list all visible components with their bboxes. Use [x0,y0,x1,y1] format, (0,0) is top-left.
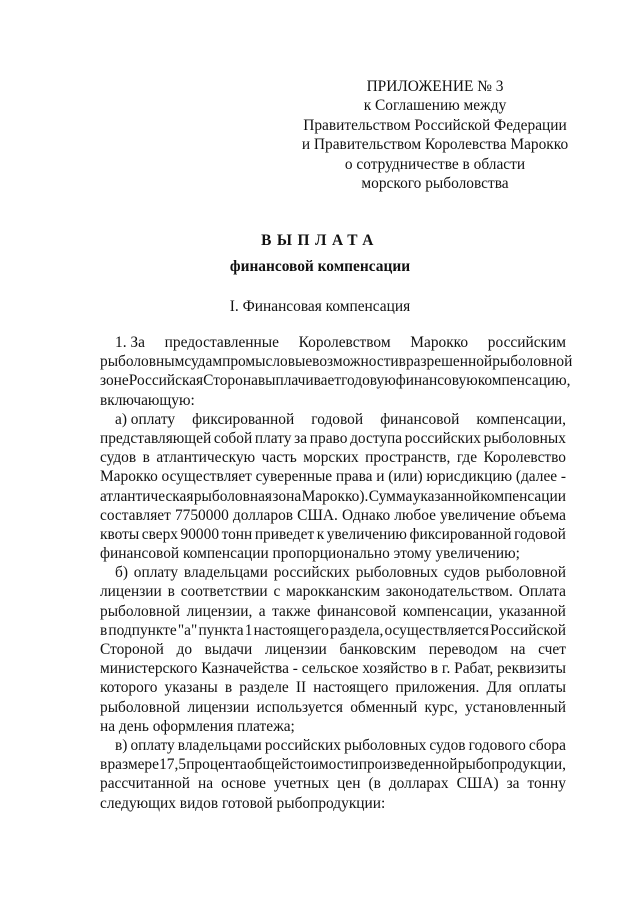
body-line: квоты сверх 90000 тонн приведет к увеличению фиксированной годовой [100,525,566,543]
body-line: атлантическая рыболовная зона Марокко). Сумма указанной компенсации [100,487,566,505]
body-line: в) оплату владельцами российских рыболовных судов годового сбора [115,736,566,754]
appendix-line: Правительством Российской Федерации [303,116,567,134]
document-title: ВЫПЛАТА [261,232,379,249]
appendix-line: и Правительством Королевства Марокко [301,136,569,154]
body-line: лицензии в соответствии с марокканским законодательством. Оплата [100,583,566,601]
body-line: следующих видов готовой рыбопродукции: [100,794,386,812]
body-line: судов в атлантическую часть морских пространств, где Королевство [100,449,566,467]
body-line: рыболовной лицензии, а также финансовой компенсации, указанной [100,602,566,620]
body-line: 1. За предоставленные Королевством Марокко российским [115,334,566,351]
section-heading: I. Финансовая компенсация [229,298,411,315]
appendix-line: морского рыболовства [361,175,509,193]
body-line: министерского Казначейства - сельское хозяйство в г. Рабат, реквизиты [100,660,566,678]
body-line: б) оплату владельцами российских рыболовных судов рыболовной [115,564,566,582]
body-line: Стороной до выдачи лицензии банковским переводом на счет [100,641,566,658]
body-line: рассчитанной на основе учетных цен (в долларах США) за тонну [100,775,566,793]
body-line: а) оплату фиксированной годовой финансовой компенсации, [115,410,566,428]
body-line: в размере 17,5 процента общей стоимости произведенной рыбопродукции, [100,756,566,774]
appendix-line: к Соглашению между [363,97,507,115]
body-line: на день оформления платежа; [100,717,295,735]
body-line: Марокко осуществляет суверенные права и (или) юрисдикцию (далее - [100,468,566,486]
body-line: в подпункте "а" пункта 1 настоящего раздела, осуществляется Российской [100,621,566,639]
body-line: составляет 7750000 долларов США. Однако любое увеличение объема [100,506,566,524]
body-text [100,333,573,813]
body-line: включающую: [100,391,195,409]
body-line: рыболовной лицензии используется обменный курс, установленный [100,698,566,716]
body-line: которого указаны в разделе II настоящего приложения. Для оплаты [100,679,566,697]
body-line: рыболовным судам промысловые возможности в разрешенной рыболовной [100,353,573,371]
document-subtitle: финансовой компенсации [229,258,411,275]
body-line: зоне Российская Сторона выплачивает годовую финансовую компенсацию, [100,372,571,390]
body-line: представляющей собой плату за право доступа российских рыболовных [100,429,566,447]
appendix-line: ПРИЛОЖЕНИЕ № 3 [366,78,504,95]
body-line: финансовой компенсации пропорционально этому увеличению; [100,545,520,563]
appendix-header [300,77,570,193]
appendix-line: о сотрудничестве в области [344,155,526,173]
